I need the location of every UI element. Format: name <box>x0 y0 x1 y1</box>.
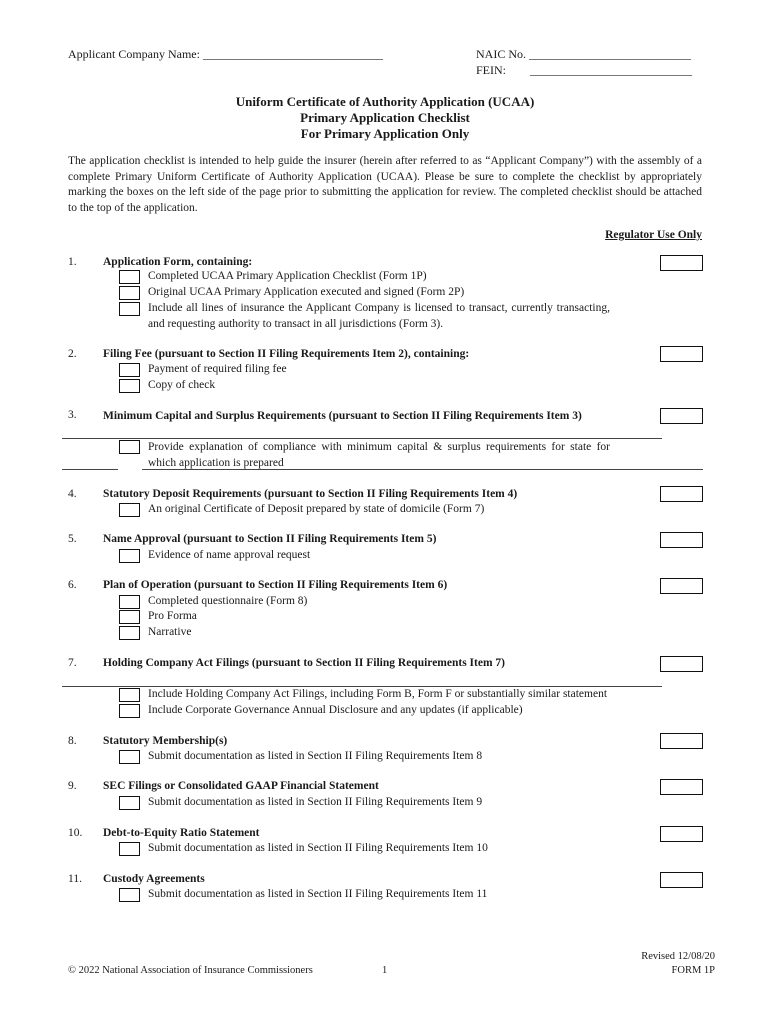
section-3-item-1-label: Provide explanation of compliance with minimum capital & surplus requirements for state for which application is prepared <box>148 441 610 469</box>
copyright-notice: © 2022 National Association of Insurance Commissioners <box>68 965 313 976</box>
section-4-number: 4. <box>68 488 77 500</box>
section-1-regulator-box[interactable] <box>660 255 703 271</box>
section-10-regulator-box[interactable] <box>660 826 703 842</box>
section-2-regulator-box[interactable] <box>660 346 703 362</box>
section-2-item-1-checkbox[interactable] <box>119 363 140 377</box>
section-10-number: 10. <box>68 827 83 839</box>
section-1-item-1-label: Completed UCAA Primary Application Checklist (Form 1P) <box>148 270 427 282</box>
section-3-item-1-checkbox[interactable] <box>119 440 140 454</box>
section-1-item-3-checkbox[interactable] <box>119 302 140 316</box>
regulator-use-only-label: Regulator Use Only <box>605 229 702 241</box>
section-7-item-1-label: Include Holding Company Act Filings, including Form B, Form F or substantially similar statement <box>148 688 608 700</box>
applicant-company-name-field[interactable]: Applicant Company Name: ______________________________ <box>68 47 383 61</box>
section-11-title: Custody Agreements <box>103 873 205 885</box>
section-3-title: Minimum Capital and Surplus Requirements (pursuant to Section II Filing Requirements Item 3) <box>103 410 582 422</box>
section-1-item-3-label: Include all lines of insurance the Applicant Company is licensed to transact, currently transacting, and requesting authority to transact in all jurisdictions (Form 3). <box>148 302 610 330</box>
section-10-item-1-label: Submit documentation as listed in Section II Filing Requirements Item 10 <box>148 842 488 854</box>
section-4-title: Statutory Deposit Requirements (pursuant to Section II Filing Requirements Item 4) <box>103 488 518 500</box>
section-5-title: Name Approval (pursuant to Section II Filing Requirements Item 5) <box>103 533 437 545</box>
section-5-number: 5. <box>68 533 77 545</box>
section-6-number: 6. <box>68 579 77 591</box>
section-6-title: Plan of Operation (pursuant to Section II Filing Requirements Item 6) <box>103 579 448 591</box>
section-3-divider-right <box>142 469 703 470</box>
section-5-regulator-box[interactable] <box>660 532 703 548</box>
revision-date: Revised 12/08/20 <box>641 951 715 962</box>
section-7-item-1-checkbox[interactable] <box>119 688 140 702</box>
section-3-regulator-box[interactable] <box>660 408 703 424</box>
section-9-item-1-label: Submit documentation as listed in Section II Filing Requirements Item 9 <box>148 796 483 808</box>
section-1-number: 1. <box>68 256 77 268</box>
section-8-item-1-checkbox[interactable] <box>119 750 140 764</box>
section-8-number: 8. <box>68 735 77 747</box>
section-6-regulator-box[interactable] <box>660 578 703 594</box>
section-6-item-3-label: Narrative <box>148 626 192 638</box>
section-1-item-2-label: Original UCAA Primary Application executed and signed (Form 2P) <box>148 286 465 298</box>
section-5-item-1-checkbox[interactable] <box>119 549 140 563</box>
section-8-title: Statutory Membership(s) <box>103 735 228 747</box>
section-11-number: 11. <box>68 873 82 885</box>
section-7-divider <box>62 686 662 687</box>
section-2-title: Filing Fee (pursuant to Section II Filing Requirements Item 2), containing: <box>103 348 470 360</box>
section-10-item-1-checkbox[interactable] <box>119 842 140 856</box>
section-1-item-1-checkbox[interactable] <box>119 270 140 284</box>
form-subtitle-2: For Primary Application Only <box>300 126 470 141</box>
section-7-title: Holding Company Act Filings (pursuant to Section II Filing Requirements Item 7) <box>103 657 505 669</box>
page-number: 1 <box>382 965 388 976</box>
section-4-item-1-checkbox[interactable] <box>119 503 140 517</box>
form-title: Uniform Certificate of Authority Application (UCAA) <box>235 94 535 109</box>
fein-label: FEIN: <box>476 63 506 77</box>
section-2-item-2-label: Copy of check <box>148 379 216 391</box>
intro-paragraph: The application checklist is intended to help guide the insurer (herein after referred to as “Applicant Company”) with the assembly of a complete Primary Uniform Certificate of Authority Application (UCAA). Please be sure to complete the checklist by appropriately marking the boxes on the left side of the page prior to submitting the application for review. The completed checklist should be attached to the top of the application. <box>68 155 702 214</box>
section-3-divider-top <box>62 438 662 439</box>
section-2-item-1-label: Payment of required filing fee <box>148 363 287 375</box>
section-6-item-1-checkbox[interactable] <box>119 595 140 609</box>
section-6-item-2-label: Pro Forma <box>148 610 197 622</box>
section-10-title: Debt-to-Equity Ratio Statement <box>103 827 260 839</box>
section-7-item-2-checkbox[interactable] <box>119 704 140 718</box>
section-3-divider-left <box>62 469 118 470</box>
section-9-number: 9. <box>68 780 77 792</box>
section-11-item-1-checkbox[interactable] <box>119 888 140 902</box>
section-2-number: 2. <box>68 348 77 360</box>
form-id: FORM 1P <box>671 965 715 976</box>
section-2-item-2-checkbox[interactable] <box>119 379 140 393</box>
section-7-number: 7. <box>68 657 77 669</box>
section-1-item-2-checkbox[interactable] <box>119 286 140 300</box>
section-9-regulator-box[interactable] <box>660 779 703 795</box>
section-1-title: Application Form, containing: <box>103 256 253 268</box>
section-11-regulator-box[interactable] <box>660 872 703 888</box>
form-subtitle: Primary Application Checklist <box>300 110 470 125</box>
fein-field[interactable]: ___________________________ <box>530 63 692 77</box>
section-9-title: SEC Filings or Consolidated GAAP Financial Statement <box>103 780 379 792</box>
section-3-number: 3. <box>68 409 77 421</box>
section-11-item-1-label: Submit documentation as listed in Section II Filing Requirements Item 11 <box>148 888 488 900</box>
section-7-regulator-box[interactable] <box>660 656 703 672</box>
section-4-regulator-box[interactable] <box>660 486 703 502</box>
section-6-item-2-checkbox[interactable] <box>119 610 140 624</box>
section-6-item-1-label: Completed questionnaire (Form 8) <box>148 595 308 607</box>
section-4-item-1-label: An original Certificate of Deposit prepared by state of domicile (Form 7) <box>148 503 485 515</box>
naic-number-field[interactable]: NAIC No. ___________________________ <box>476 47 691 61</box>
section-7-item-2-label: Include Corporate Governance Annual Disclosure and any updates (if applicable) <box>148 704 523 716</box>
section-6-item-3-checkbox[interactable] <box>119 626 140 640</box>
section-5-item-1-label: Evidence of name approval request <box>148 549 311 561</box>
section-8-item-1-label: Submit documentation as listed in Section II Filing Requirements Item 8 <box>148 750 483 762</box>
section-8-regulator-box[interactable] <box>660 733 703 749</box>
section-9-item-1-checkbox[interactable] <box>119 796 140 810</box>
